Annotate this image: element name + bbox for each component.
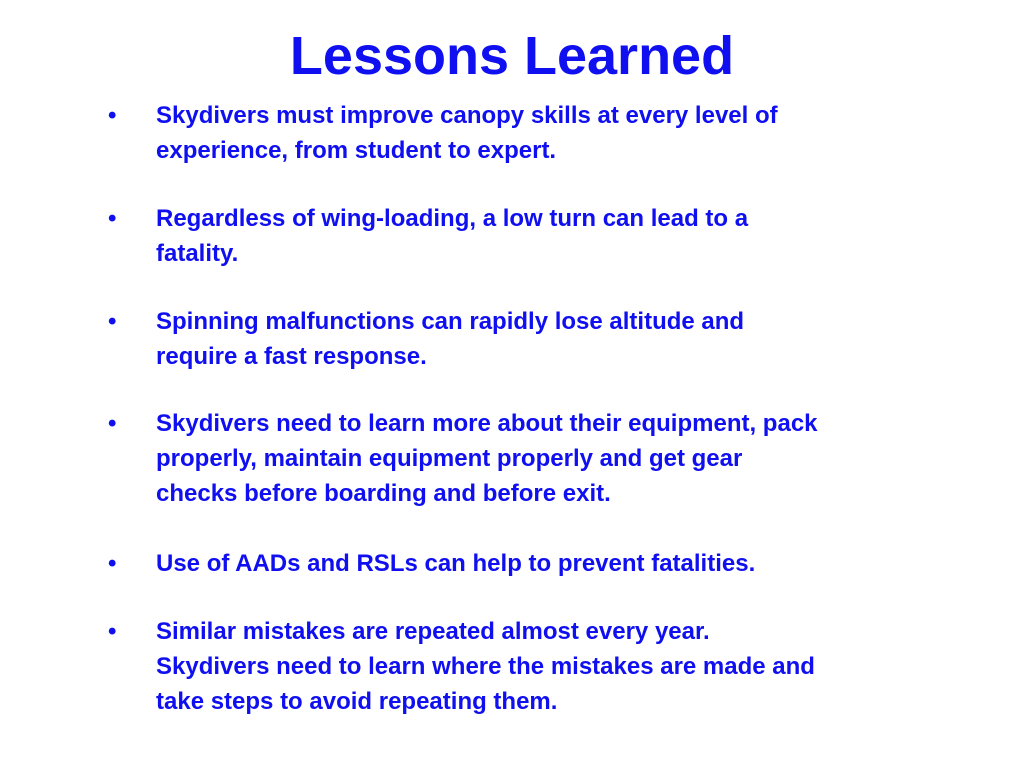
slide-title: Lessons Learned (289, 26, 735, 86)
bullet-text: Use of AADs and RSLs can help to prevent fatalities. (156, 550, 756, 577)
bullet-dot-icon: • (108, 410, 117, 437)
bullet-text: Skydivers must improve canopy skills at every level of experience, from student to expert. (156, 102, 778, 164)
bullet-dot-icon: • (108, 618, 117, 645)
bullet-dot-icon: • (108, 308, 117, 335)
bullet-text: Regardless of wing-loading, a low turn can lead to a fatality. (156, 205, 749, 267)
bullet-dot-icon: • (108, 550, 117, 577)
bullet-dot-icon: • (108, 205, 117, 232)
bullet-dot-icon: • (108, 102, 117, 129)
bullet-text: Similar mistakes are repeated almost every year. Skydivers need to learn where the mistakes are made and take steps to avoid repeating them. (156, 618, 815, 715)
bullet-text: Spinning malfunctions can rapidly lose altitude and require a fast response. (156, 308, 745, 370)
bullet-text: Skydivers need to learn more about their equipment, pack properly, maintain equipment properly and get gear checks before boarding and before exit. (156, 410, 818, 507)
